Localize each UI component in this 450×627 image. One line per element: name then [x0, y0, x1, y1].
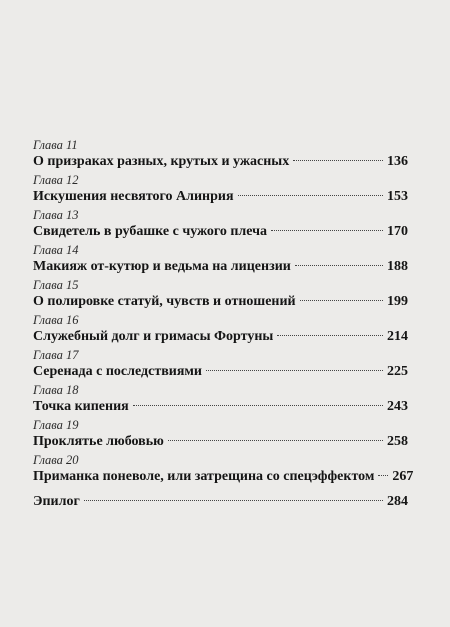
chapter-label: Глава 17 [33, 348, 79, 362]
dot-leader [206, 370, 383, 371]
chapter-label: Глава 16 [33, 313, 79, 327]
dot-leader [271, 230, 383, 231]
page-number: 267 [392, 469, 414, 484]
toc-entry [33, 208, 408, 243]
toc-line [33, 433, 408, 453]
chapter-label: Глава 13 [33, 208, 79, 222]
page-number: 170 [387, 224, 408, 239]
dot-leader [168, 440, 383, 441]
chapter-title: Проклятье любовью [33, 434, 164, 449]
toc-line [33, 188, 408, 208]
toc-line [33, 363, 408, 383]
toc-entry [33, 138, 408, 173]
chapter-label: Глава 11 [33, 138, 78, 152]
dot-leader [378, 475, 388, 476]
chapter-label: Глава 12 [33, 173, 79, 187]
page-number: 214 [387, 329, 408, 344]
toc-entry [33, 173, 408, 208]
page-number: 188 [387, 259, 408, 274]
dot-leader [293, 160, 383, 161]
dot-leader [295, 265, 383, 266]
chapter-title: Служебный долг и гримасы Фортуны [33, 329, 274, 344]
toc-entry [33, 453, 414, 488]
chapter-title: Свидетель в рубашке с чужого плеча [33, 224, 268, 239]
dot-leader [277, 335, 383, 336]
toc-line [33, 398, 408, 418]
page-number: 153 [387, 189, 408, 204]
toc-entry [33, 418, 408, 453]
toc-entry [33, 278, 408, 313]
toc-line [33, 493, 408, 513]
toc-entry [33, 383, 408, 418]
dot-leader [84, 500, 383, 501]
dot-leader [238, 195, 383, 196]
page-number: 243 [387, 399, 408, 414]
chapter-title: Приманка поневоле, или затрещина со спецэффектом [33, 469, 375, 484]
chapter-title: Серенада с последствиями [33, 364, 202, 379]
dot-leader [300, 300, 383, 301]
toc-line [33, 153, 408, 173]
chapter-title: О призраках разных, крутых и ужасных [33, 154, 290, 169]
chapter-title: Макияж от-кутюр и ведьма на лицензии [33, 259, 291, 274]
toc-line [33, 328, 408, 348]
toc-entry [33, 243, 408, 278]
chapter-label: Глава 18 [33, 383, 79, 397]
toc-line [33, 223, 408, 243]
toc-line [33, 258, 408, 278]
page-number: 136 [387, 154, 408, 169]
toc-line [33, 468, 414, 488]
chapter-label: Глава 15 [33, 278, 79, 292]
toc-entry [33, 313, 408, 348]
page-number: 199 [387, 294, 408, 309]
epilog-title: Эпилог [33, 494, 80, 509]
dot-leader [133, 405, 383, 406]
toc-line [33, 293, 408, 313]
page-number: 284 [387, 494, 408, 509]
toc-entry-epilog [33, 493, 408, 513]
chapter-title: Точка кипения [33, 399, 129, 414]
toc-entry [33, 348, 408, 383]
chapter-label: Глава 19 [33, 418, 79, 432]
page-number: 225 [387, 364, 408, 379]
chapter-title: О полировке статуй, чувств и отношений [33, 294, 296, 309]
chapter-title: Искушения несвятого Алинрия [33, 189, 234, 204]
page-number: 258 [387, 434, 408, 449]
chapter-label: Глава 14 [33, 243, 79, 257]
table-of-contents [33, 138, 414, 513]
chapter-label: Глава 20 [33, 453, 79, 467]
